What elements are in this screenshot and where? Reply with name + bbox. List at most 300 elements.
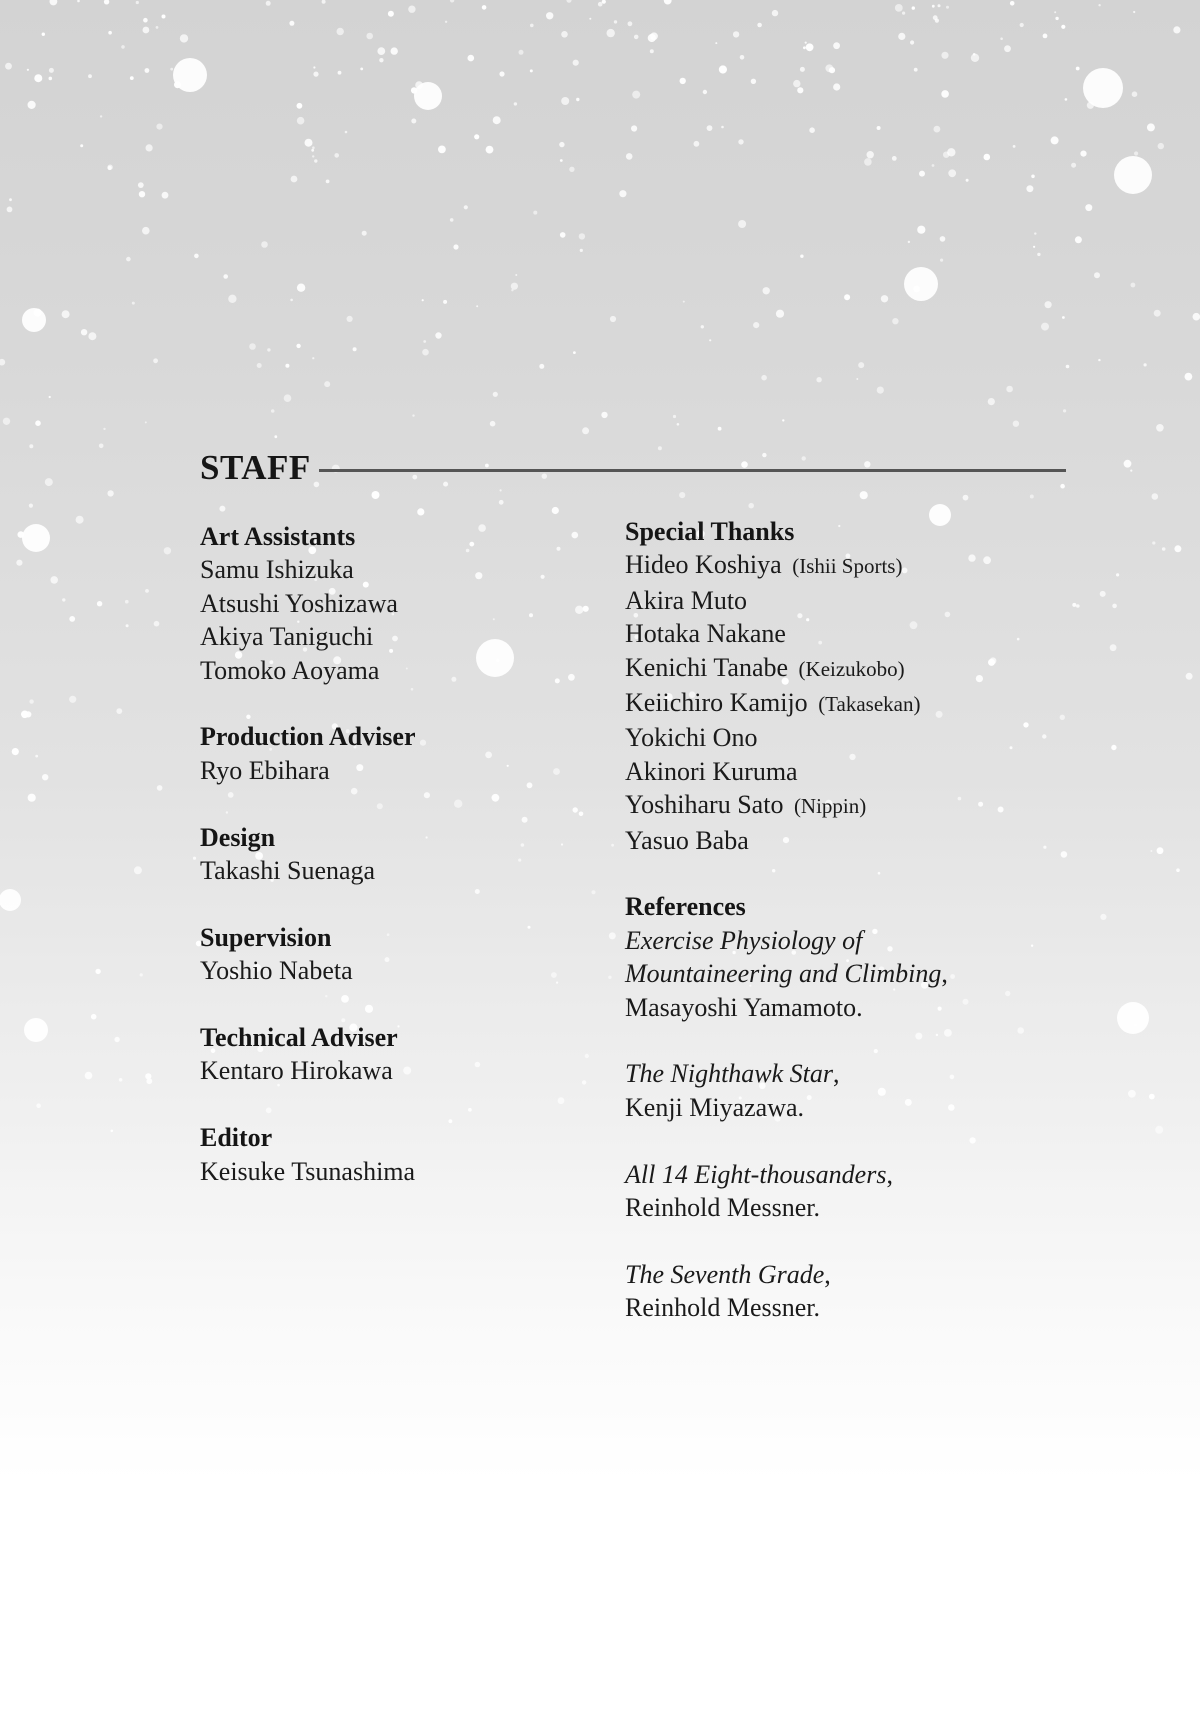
snowflake <box>902 12 905 15</box>
snowflake <box>249 343 256 350</box>
snowflake <box>829 67 835 73</box>
snowflake <box>345 131 348 134</box>
snowflake <box>408 6 415 13</box>
snowflake <box>9 198 12 201</box>
snowflake <box>718 427 722 431</box>
snowflake <box>1054 11 1056 13</box>
snowflake <box>514 102 517 105</box>
snowflake <box>453 244 458 249</box>
snowflake <box>1156 424 1164 432</box>
snowflake <box>305 139 313 147</box>
snowflake <box>917 226 925 234</box>
snowflake <box>1131 283 1136 288</box>
snowflake <box>1066 365 1070 369</box>
snowflake <box>1061 25 1065 29</box>
snowflake <box>130 76 134 80</box>
thanks-entry <box>625 686 1145 721</box>
thanks-name: Akinori Kuruma <box>625 756 798 786</box>
snowflake <box>143 18 148 23</box>
snowflake <box>156 26 159 29</box>
credit-name: Yoshio Nabeta <box>200 956 353 986</box>
snowflake <box>138 182 144 188</box>
snowflake <box>85 1072 93 1080</box>
snowflake <box>29 444 33 448</box>
snowflake <box>546 12 553 19</box>
snowflake <box>511 289 513 291</box>
snowflake <box>125 600 129 604</box>
snowflake <box>1133 11 1135 13</box>
snowflake <box>140 973 143 976</box>
snowflake <box>1132 91 1138 97</box>
thanks-affiliation: (Nippin) <box>793 794 867 819</box>
snowflake <box>377 47 385 55</box>
snowflake <box>366 33 373 40</box>
snowflake <box>91 1014 97 1020</box>
snowflake <box>347 316 353 322</box>
snowflake <box>353 347 357 351</box>
reference-title-line <box>625 924 1145 957</box>
snowflake <box>1144 363 1147 366</box>
snowflake <box>707 125 713 131</box>
snowflake <box>776 310 784 318</box>
snowflake <box>88 332 96 340</box>
staff-credits-column <box>200 520 620 1221</box>
snowflake <box>561 31 568 38</box>
snowflake <box>145 421 147 423</box>
snowflake <box>904 267 938 301</box>
snowflake <box>27 69 29 71</box>
snowflake <box>464 205 468 209</box>
snowflake <box>103 428 105 430</box>
snowflake <box>1173 26 1180 33</box>
snowflake <box>69 616 75 622</box>
thanks-name: Yasuo Baba <box>625 825 749 855</box>
section-title: Editor <box>200 1123 273 1153</box>
credit-section <box>200 720 620 787</box>
snowflake <box>715 42 717 44</box>
snowflake <box>289 21 294 26</box>
snowflake <box>940 259 943 262</box>
snowflake <box>650 49 654 53</box>
snowflake <box>126 624 129 627</box>
credit-section <box>200 520 620 687</box>
snowflake <box>566 0 571 3</box>
snowflake <box>751 79 756 84</box>
snowflake <box>694 141 700 147</box>
snowflake <box>1030 495 1034 499</box>
snowflake <box>314 159 317 162</box>
snowflake <box>474 134 479 139</box>
snowflake <box>379 58 383 62</box>
snowflake <box>107 165 112 170</box>
snowflake <box>22 524 50 552</box>
snowflake <box>1000 37 1003 40</box>
snowflake <box>680 78 686 84</box>
snowflake <box>153 358 158 363</box>
snowflake <box>560 232 566 238</box>
thanks-entry <box>625 584 1145 617</box>
snowflake <box>313 66 315 68</box>
snowflake <box>908 241 910 243</box>
credit-name: Takashi Suenaga <box>200 856 376 886</box>
snowflake <box>164 547 171 554</box>
reference-title: Exercise Physiology of <box>625 925 863 955</box>
snowflake <box>932 164 935 167</box>
snowflake <box>1158 143 1164 149</box>
snowflake <box>3 418 10 425</box>
snowflake <box>800 67 805 72</box>
snowflake <box>619 190 626 197</box>
snowflake <box>898 33 905 40</box>
reference-title: The Nighthawk Star <box>625 1059 834 1089</box>
snowflake <box>1063 409 1066 412</box>
thanks-name: Keiichiro Kamijo <box>625 688 808 718</box>
reference-title-line: The Seventh Grade, <box>625 1259 831 1289</box>
section-title: Design <box>200 822 276 852</box>
snowflake <box>145 68 150 73</box>
snowflake <box>1043 34 1048 39</box>
snowflake <box>36 1103 41 1108</box>
snowflake <box>719 65 727 73</box>
snowflake <box>816 377 821 382</box>
snowflake <box>673 415 676 418</box>
snowflake <box>29 504 33 508</box>
snowflake <box>42 33 45 36</box>
snowflake <box>271 409 275 413</box>
snowflake <box>16 560 22 566</box>
snowflake <box>721 126 724 129</box>
snowflake <box>267 348 270 351</box>
snowflake <box>173 58 207 92</box>
snowflake <box>934 126 941 133</box>
staff-heading-row <box>200 446 1066 490</box>
thanks-name: Yoshiharu Sato <box>625 790 784 820</box>
snowflake <box>414 82 442 110</box>
reference-title-line: All 14 Eight-thousanders, <box>625 1159 893 1189</box>
snowflake <box>539 364 544 369</box>
snowflake <box>519 50 524 55</box>
credit-name: Atsushi Yoshizawa <box>200 588 398 618</box>
thanks-entry <box>625 788 1145 823</box>
snowflake <box>257 363 262 368</box>
snowflake <box>50 576 58 584</box>
snowflake <box>511 283 518 290</box>
snowflake <box>324 381 330 387</box>
section-title: References <box>625 892 746 922</box>
snowflake <box>1004 45 1011 52</box>
references-list <box>625 924 1145 1325</box>
snowflake <box>132 302 135 305</box>
snowflake <box>445 21 447 23</box>
snowflake <box>1152 493 1159 500</box>
snowflake <box>943 152 949 158</box>
snowflake <box>1080 151 1086 157</box>
snowflake <box>733 31 739 37</box>
credit-name: Keisuke Tsunashima <box>200 1156 416 1186</box>
snowflake <box>914 68 918 72</box>
snowflake <box>261 241 268 248</box>
snowflake <box>1098 359 1100 361</box>
snowflake <box>62 598 65 601</box>
snowflake <box>156 124 162 130</box>
snowflake <box>941 90 949 98</box>
snowflake <box>984 154 991 161</box>
thanks-name: Kenichi Tanabe <box>625 652 789 682</box>
snowflake <box>881 295 888 302</box>
snowflake <box>569 167 574 172</box>
snowflake <box>228 295 236 303</box>
snowflake <box>139 191 145 197</box>
section-title: Art Assistants <box>200 522 356 551</box>
reference-entry <box>625 1258 1145 1325</box>
snowflake <box>703 90 707 94</box>
snowflake <box>162 15 166 19</box>
snowflake <box>322 0 326 4</box>
snowflake <box>1041 323 1049 331</box>
snowflake <box>634 35 639 40</box>
snowflake <box>560 159 563 162</box>
snowflake <box>805 42 807 44</box>
snowflake <box>81 329 87 335</box>
credit-name: Samu Ishizuka <box>200 555 354 585</box>
snowflake <box>121 45 125 49</box>
snowflake <box>1071 163 1076 168</box>
snowflake <box>435 332 441 338</box>
snowflake <box>552 507 559 514</box>
snowflake <box>50 0 58 5</box>
snowflake <box>966 179 969 182</box>
snowflake <box>683 301 685 303</box>
snowflake <box>28 101 36 109</box>
snowflake <box>108 31 112 35</box>
reference-title: All 14 Eight-thousanders <box>625 1159 887 1189</box>
snowflake <box>938 4 941 7</box>
snowflake <box>145 589 149 593</box>
snowflake <box>864 158 872 166</box>
reference-author: Reinhold Messner. <box>625 1293 820 1323</box>
snowflake <box>412 414 414 416</box>
snowflake <box>561 97 569 105</box>
snowflake <box>1083 68 1123 108</box>
snowflake <box>1114 156 1152 194</box>
snowflake <box>7 207 13 213</box>
snowflake <box>157 785 163 791</box>
snowflake <box>170 68 173 71</box>
snowflake <box>1065 98 1068 101</box>
snowflake <box>1062 316 1065 319</box>
snowflake <box>1098 4 1100 6</box>
snowflake <box>450 218 454 222</box>
snowflake <box>757 23 762 28</box>
snowflake <box>114 1037 119 1042</box>
snowflake <box>988 398 995 405</box>
snowflake <box>266 1 271 6</box>
snowflake <box>476 305 478 307</box>
snowflake <box>80 144 83 147</box>
snowflake <box>0 359 5 366</box>
snowflake <box>602 0 606 4</box>
snowflake <box>312 155 314 157</box>
snowflake <box>438 146 446 154</box>
reference-title-line: Mountaineering and Climbing, <box>625 959 948 989</box>
snowflake <box>1094 272 1100 278</box>
snowflake <box>1013 145 1016 148</box>
reference-title-line: The Nighthawk Star, <box>625 1059 840 1089</box>
snowflake <box>499 500 504 505</box>
snowflake <box>154 621 160 627</box>
snowflake <box>49 77 53 81</box>
thanks-name: Hotaka Nakane <box>625 619 786 649</box>
thanks-entry <box>625 617 1145 650</box>
snowflake <box>1130 470 1132 472</box>
snowflake <box>589 18 591 20</box>
snowflake <box>858 362 864 368</box>
snowflake <box>297 117 305 125</box>
snowflake <box>223 274 228 279</box>
snowflake <box>892 318 898 324</box>
snowflake <box>1006 386 1013 393</box>
snowflake <box>530 69 533 72</box>
snowflake <box>219 506 225 512</box>
snowflake <box>1055 17 1058 20</box>
snowflake <box>763 287 770 294</box>
snowflake <box>1020 23 1024 27</box>
snowflake <box>274 435 277 438</box>
reference-entry <box>625 1057 1145 1124</box>
snowflake <box>99 444 104 449</box>
snowflake <box>963 495 969 501</box>
snowflake <box>582 427 589 434</box>
snowflake <box>576 98 579 101</box>
snowflake <box>290 299 293 302</box>
snowflake <box>664 0 672 5</box>
snowflake <box>25 711 31 717</box>
thanks-entry <box>625 755 1145 788</box>
snowflake <box>782 419 784 421</box>
snowflake <box>793 80 800 87</box>
snowflake <box>193 857 196 860</box>
snowflake <box>45 478 53 486</box>
snowflake <box>912 6 915 9</box>
snowflake <box>761 375 767 381</box>
thanks-entry <box>625 651 1145 686</box>
snowflake <box>5 63 12 70</box>
snowflake <box>632 91 640 99</box>
snowflake <box>1026 185 1033 192</box>
snowflake <box>1051 136 1059 144</box>
snowflake <box>493 392 498 397</box>
snowflake <box>326 180 330 184</box>
snowflake <box>833 42 840 49</box>
snowflake <box>35 755 38 758</box>
snowflake <box>142 227 150 235</box>
snowflake <box>856 378 858 380</box>
snowflake <box>772 10 778 16</box>
snowflake <box>450 0 454 3</box>
snowflake <box>598 2 603 7</box>
snowflake <box>468 55 475 62</box>
snowflake <box>1147 123 1155 131</box>
section-title: Supervision <box>200 922 332 952</box>
snowflake <box>88 74 92 78</box>
snowflake <box>145 1073 151 1079</box>
snowflake <box>490 421 496 427</box>
snowflake <box>119 1078 123 1082</box>
snowflake <box>573 60 579 66</box>
snowflake <box>1174 545 1181 552</box>
credit-name: Akiya Taniguchi <box>200 622 374 652</box>
snowflake <box>42 774 48 780</box>
snowflake <box>748 503 754 509</box>
snowflake <box>740 55 745 60</box>
snowflake <box>701 325 704 328</box>
snowflake <box>738 220 746 228</box>
snowflake <box>411 119 416 124</box>
snowflake <box>143 27 150 34</box>
snowflake <box>104 0 109 5</box>
snowflake <box>0 889 21 911</box>
thanks-entry <box>625 824 1145 857</box>
snowflake <box>337 28 344 35</box>
snowflake <box>297 103 303 109</box>
snowflake <box>1010 1 1015 6</box>
thanks-affiliation: (Keizukobo) <box>798 656 905 681</box>
thanks-affiliation: (Takasekan) <box>818 692 921 717</box>
snowflake <box>1013 421 1019 427</box>
snowflake <box>580 249 583 252</box>
snowflake <box>935 19 939 23</box>
snowflake <box>312 357 314 359</box>
snowflake <box>486 146 494 154</box>
snowflake <box>738 139 743 144</box>
snowflake <box>1124 460 1132 468</box>
snowflake <box>422 349 429 356</box>
snowflake <box>910 40 914 44</box>
snowflake <box>626 153 633 160</box>
snowflake <box>136 1 139 4</box>
snowflake <box>651 37 654 40</box>
snowflake <box>360 68 363 71</box>
reference-title: The Seventh Grade <box>625 1259 825 1289</box>
reference-entry <box>625 924 1145 1024</box>
credit-section <box>200 821 620 888</box>
credit-section <box>200 1121 620 1188</box>
snowflake <box>493 116 501 124</box>
snowflake <box>297 284 305 292</box>
snowflake <box>180 34 188 42</box>
snowflake <box>1134 151 1138 155</box>
snowflake <box>338 71 342 75</box>
snowflake <box>422 299 424 301</box>
snowflake <box>1149 1094 1155 1100</box>
special-thanks-section <box>625 515 1145 857</box>
snowflake <box>35 420 41 426</box>
snowflake <box>1033 246 1035 248</box>
section-title: Production Adviser <box>200 722 416 752</box>
snowflake <box>515 274 517 276</box>
snowflake <box>533 211 537 215</box>
reference-author: Reinhold Messner. <box>625 1193 820 1223</box>
snowflake <box>1034 232 1036 234</box>
snowflake <box>29 699 33 703</box>
thanks-name: Hideo Koshiya <box>625 550 782 580</box>
snowflake <box>932 5 935 8</box>
snowflake <box>285 364 289 368</box>
snowflake <box>194 254 199 259</box>
snowflake <box>601 412 607 418</box>
section-title: Special Thanks <box>625 517 795 546</box>
snowflake <box>1150 850 1152 852</box>
